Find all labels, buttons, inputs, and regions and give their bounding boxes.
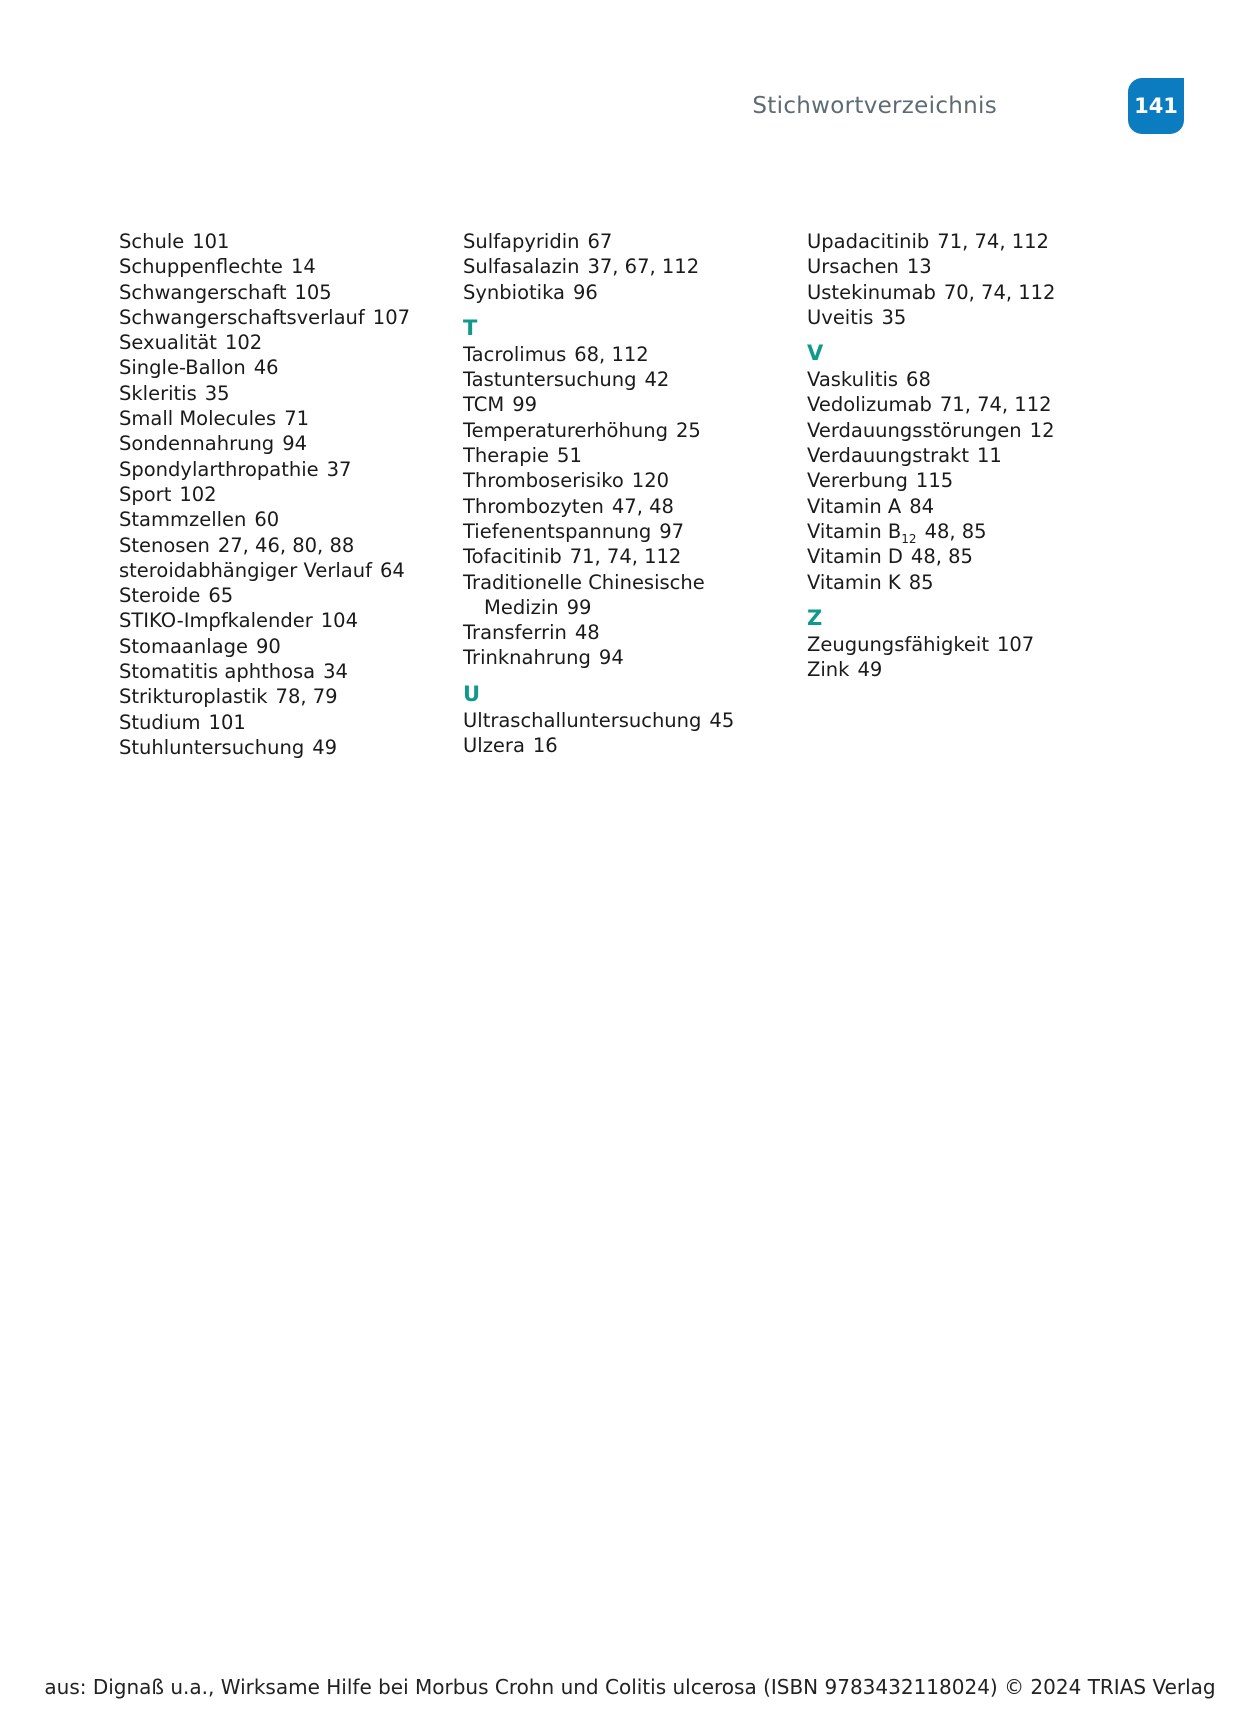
index-term: Single-Ballon [119,356,246,380]
source-footer: aus: Dignaß u.a., Wirksame Hilfe bei Morbus Crohn und Colitis ulcerosa (ISBN 9783432118024) © 2024 TRIAS Verlag [44,1675,1216,1699]
index-pages: 104 [320,609,358,633]
index-term: Schuppenflechte [119,255,283,279]
index-term: Schwangerschaft [119,280,287,304]
index-term: Upadacitinib [807,230,930,253]
index-pages: 16 [532,734,558,758]
index-entry [807,367,1142,392]
index-term: Ulzera [463,734,525,758]
index-entry [463,392,798,417]
index-pages: 99 [566,595,592,619]
index-entry [807,544,1142,569]
index-entry [807,392,1142,417]
index-term: Vaskulitis [807,368,899,392]
index-term: Therapie [463,444,550,468]
index-entry [119,735,454,760]
index-term: Verdauungstrakt [807,444,969,468]
index-term: STIKO-Impfkalender [119,609,313,633]
index-term: Sexualität [119,331,217,355]
index-pages: 96 [572,280,598,304]
index-term: Tiefenentspannung [463,519,652,543]
index-pages: 45 [709,708,735,732]
index-entry [807,632,1142,657]
index-pages: 94 [598,646,624,670]
section-letter-v: V [807,341,824,366]
index-pages: 90 [255,634,281,658]
index-term: Stammzellen [119,508,247,532]
index-term: Vitamin A [807,494,902,518]
index-entry [463,494,798,519]
index-term: Tofacitinib [463,545,562,569]
index-pages: 48, 85 [910,545,973,569]
index-term: Stomaanlage [119,634,248,658]
index-term: Synbiotika [463,280,565,304]
index-pages: 99 [512,393,538,417]
index-term: Tastuntersuchung [463,368,637,392]
index-entry [463,418,798,443]
index-term: Ursachen [807,255,899,279]
index-pages: 101 [208,710,246,734]
index-entry [463,367,798,392]
index-term: Ustekinumab [807,280,936,304]
index-pages: 49 [312,735,338,759]
index-entry [119,280,454,305]
index-entry [463,468,798,493]
index-entry [463,443,798,468]
index-entry [463,645,798,670]
index-term: Studium [119,710,201,734]
index-entry [463,708,798,733]
index-pages: 42 [644,368,670,392]
index-pages: 107 [372,305,411,329]
index-pages: 101 [192,230,230,253]
index-entry [119,457,454,482]
index-term: Spondylarthropathie [119,457,319,481]
index-pages: 70, 74, 112 [943,280,1056,304]
index-entry [119,634,454,659]
index-entry [807,254,1142,279]
index-pages: 78, 79 [275,685,338,709]
index-entry [119,684,454,709]
index-entry [463,519,798,544]
index-term: Vitamin D [807,545,903,569]
section-letter-z: Z [807,605,823,630]
index-term: Trinknahrung [463,646,591,670]
index-term: Vererbung [807,469,908,493]
index-pages: 120 [631,469,670,493]
index-entry [119,305,454,330]
index-entry [119,558,454,583]
index-term-subscript: 12 [901,531,917,546]
index-entry [119,330,454,355]
index-term: Small Molecules [119,407,277,431]
index-pages: 37 [326,457,352,481]
index-pages: 65 [208,584,234,608]
index-pages: 47, 48 [611,494,674,518]
index-entry [119,406,454,431]
index-pages: 13 [906,255,932,279]
index-entry [807,305,1142,330]
index-term: Stomatitis aphthosa [119,660,316,684]
index-entry [807,280,1142,305]
index-pages: 14 [290,255,316,279]
index-entry [119,229,454,254]
index-entry [463,342,798,367]
index-term: Schwangerschaftsverlauf [119,305,365,329]
index-term: TCM [463,393,505,417]
index-pages: 12 [1029,418,1055,442]
index-entry [463,229,798,254]
index-pages: 68, 112 [574,342,649,366]
index-entry [807,443,1142,468]
index-pages: 67 [587,230,613,253]
index-pages: 64 [379,558,405,582]
index-entry [119,533,454,558]
index-pages: 97 [659,519,685,543]
index-term: Sondennahrung [119,432,275,456]
index-pages: 84 [909,494,935,518]
index-pages: 11 [977,444,1002,468]
index-term: Vitamin B [807,519,902,543]
index-pages: 35 [204,381,230,405]
index-entry [807,519,1142,544]
index-term: Verdauungsstörungen [807,418,1022,442]
index-entry [807,494,1142,519]
index-pages: 105 [294,280,332,304]
index-entry [119,583,454,608]
index-column-3 [807,229,1142,682]
index-entry [463,620,798,645]
index-term: Vitamin K [807,570,901,594]
index-entry [119,710,454,735]
index-entry [119,482,454,507]
index-pages: 85 [908,570,934,594]
index-term: Steroide [119,584,201,608]
index-term: Transferrin [463,621,567,645]
index-entry [119,507,454,532]
index-pages: 34 [323,660,348,684]
index-column-1 [119,229,454,760]
index-pages: 94 [282,432,308,456]
section-letter-u: U [463,681,481,706]
index-pages: 51 [557,444,582,468]
index-term: Zink [807,658,850,682]
index-term: Tacrolimus [463,342,567,366]
index-pages: 49 [857,658,883,682]
running-title: Stichwortverzeichnis [752,93,997,119]
page-number-badge: 141 [1128,78,1184,134]
index-entry [807,229,1142,254]
index-term: Schule [119,230,185,253]
index-entry [119,431,454,456]
index-term: Skleritis [119,381,197,405]
index-entry [119,254,454,279]
index-pages: 35 [881,305,907,329]
index-pages: 107 [996,632,1035,656]
index-entry [807,468,1142,493]
index-entry [463,254,798,279]
index-pages: 71, 74, 112 [939,393,1052,417]
index-pages: 115 [915,469,954,493]
index-pages: 27, 46, 80, 88 [217,533,355,557]
index-pages: 25 [675,418,701,442]
index-entry [807,570,1142,595]
index-term: Temperaturerhöhung [463,418,668,442]
index-term: Traditionelle Chinesische [463,570,705,594]
index-pages: 48 [574,621,600,645]
index-entry [807,657,1142,682]
index-pages: 71 [284,407,310,431]
index-entry [119,381,454,406]
index-entry [807,418,1142,443]
index-entry [119,659,454,684]
index-term: Sport [119,482,172,506]
section-letter-t: T [463,315,478,340]
index-entry [463,280,798,305]
index-pages: 71, 74, 112 [569,545,682,569]
index-pages: 48, 85 [924,519,987,543]
index-entry [119,355,454,380]
index-term: Zeugungsfähigkeit [807,632,989,656]
index-column-2 [463,229,798,758]
index-entry [119,608,454,633]
index-term: Thromboserisiko [463,469,624,493]
index-pages: 102 [179,482,217,506]
index-term: Sulfapyridin [463,230,580,253]
index-pages: 60 [254,508,280,532]
index-entry [463,570,798,595]
index-term: Medizin [484,595,559,619]
index-term: Sulfasalazin [463,255,580,279]
index-pages: 102 [224,331,263,355]
index-term: Strikturoplastik [119,685,268,709]
index-term: Vedolizumab [807,393,932,417]
index-term: Uveitis [807,305,874,329]
index-pages: 71, 74, 112 [937,230,1049,253]
index-term: Ultraschalluntersuchung [463,708,702,732]
index-pages: 46 [253,356,279,380]
index-term: steroidabhängiger Verlauf [119,558,372,582]
index-pages: 37, 67, 112 [587,255,700,279]
index-term: Thrombozyten [463,494,604,518]
index-entry-continuation [463,595,798,620]
index-term: Stenosen [119,533,210,557]
index-term: Stuhluntersuchung [119,735,305,759]
index-pages: 68 [906,368,931,392]
index-entry [463,544,798,569]
index-entry [463,733,798,758]
